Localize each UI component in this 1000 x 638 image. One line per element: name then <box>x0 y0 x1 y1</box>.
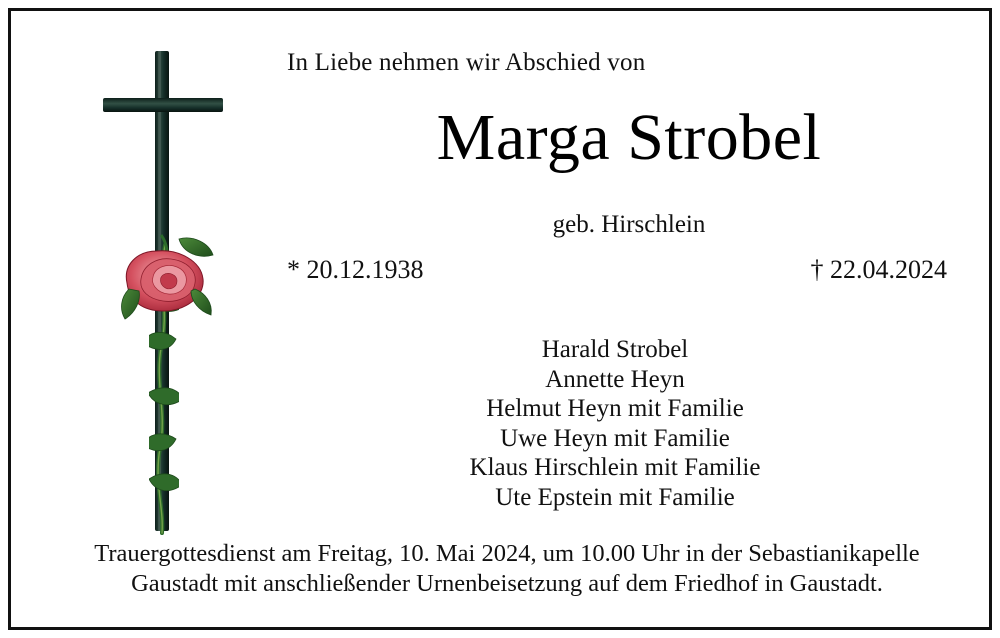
list-item: Annette Heyn <box>545 365 685 393</box>
cross-with-rose-illustration <box>89 33 279 533</box>
maiden-name: geb. Hirschlein <box>552 211 706 238</box>
death-date: † 22.04.2024 <box>810 255 947 284</box>
cross-horizontal-beam-icon <box>103 98 223 112</box>
notice-border-frame <box>8 8 992 630</box>
list-item: Ute Epstein mit Familie <box>495 483 735 511</box>
list-item: Uwe Heyn mit Familie <box>500 424 730 452</box>
service-line: Gaustadt mit anschließender Urnenbeisetzung auf dem Friedhof in Gaustadt. <box>131 570 883 597</box>
survivors-list <box>279 335 951 513</box>
list-item: Harald Strobel <box>541 336 689 363</box>
deceased-name: Marga Strobel <box>436 101 822 174</box>
service-details <box>59 539 955 599</box>
list-item: Klaus Hirschlein mit Familie <box>469 454 761 482</box>
life-dates <box>287 255 947 285</box>
list-item: Helmut Heyn mit Familie <box>486 395 744 423</box>
notice-content <box>11 11 995 633</box>
intro-line: In Liebe nehmen wir Abschied von <box>287 49 646 76</box>
rose-blossom-icon <box>117 231 221 323</box>
service-line: Trauergottesdienst am Freitag, 10. Mai 2024, um 10.00 Uhr in der Sebastianikapelle <box>94 540 920 567</box>
birth-date: * 20.12.1938 <box>287 255 424 284</box>
